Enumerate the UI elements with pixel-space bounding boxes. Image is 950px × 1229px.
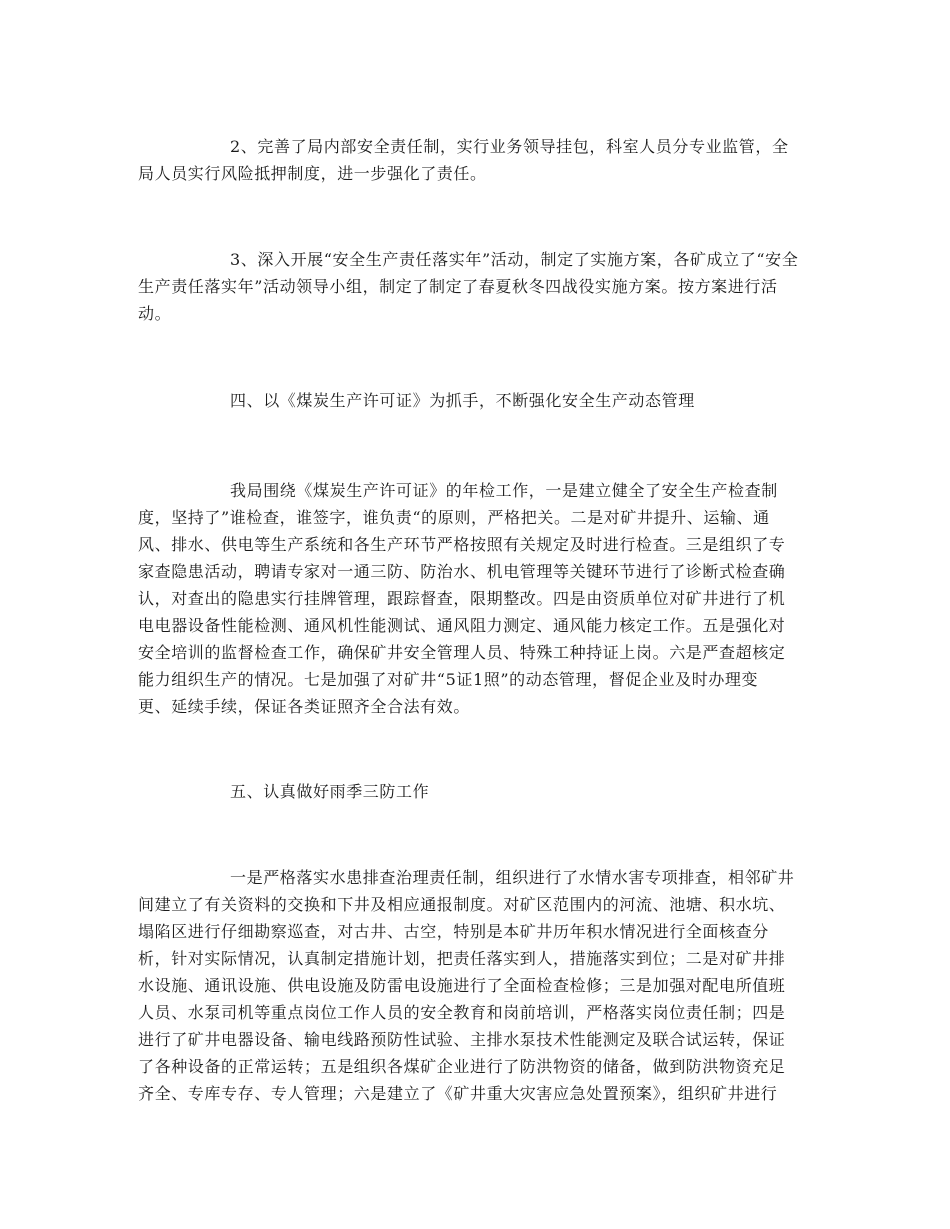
paragraph-line: 我局围绕《煤炭生产许可证》的年检工作，一是建立健全了安全生产检查制 <box>230 481 778 500</box>
paragraph-line: 度，坚持了”谁检查，谁签字，谁负责“的原则，严格把关。二是对矿井提升、运输、通 <box>138 508 770 527</box>
section-heading: 四、以《煤炭生产许可证》为抓手，不断强化安全生产动态管理 <box>230 391 695 410</box>
paragraph-line: 2、完善了局内部安全责任制，实行业务领导挂包，科室人员分专业监管，全 <box>230 137 789 156</box>
paragraph-line: 认，对查出的隐患实行挂牌管理，跟踪督查，限期整改。四是由资质单位对矿井进行了机 <box>138 589 786 608</box>
paragraph-line: 家查隐患活动，聘请专家对一通三防、防治水、机电管理等关键环节进行了诊断式检查确 <box>138 562 786 581</box>
paragraph-line: 动。 <box>138 304 172 323</box>
paragraph-line: 水设施、通讯设施、供电设施及防雷电设施进行了全面检查检修；三是加强对配电所值班 <box>138 976 786 995</box>
paragraph-line: 电电器设备性能检测、通风机性能测试、通风阻力测定、通风能力核定工作。五是强化对 <box>138 616 786 635</box>
paragraph-line: 齐全、专库专存、专人管理；六是建立了《矿井重大灾害应急处置预案》，组织矿井进行 <box>138 1084 778 1103</box>
paragraph-line: 了各种设备的正常运转；五是组织各煤矿企业进行了防洪物资的储备，做到防洪物资充足 <box>138 1057 786 1076</box>
paragraph-line: 间建立了有关资料的交换和下井及相应通报制度。对矿区范围内的河流、池塘、积水坑、 <box>138 895 786 914</box>
paragraph-line: 人员、水泵司机等重点岗位工作人员的安全教育和岗前培训，严格落实岗位责任制；四是 <box>138 1003 786 1022</box>
paragraph-line: 3、深入开展“安全生产责任落实年”活动，制定了实施方案，各矿成立了“安全 <box>230 250 799 269</box>
section-heading: 五、认真做好雨季三防工作 <box>230 782 430 801</box>
paragraph-line: 更、延续手续，保证各类证照齐全合法有效。 <box>138 697 471 716</box>
paragraph-line: 生产责任落实年”活动领导小组，制定了制定了春夏秋冬四战役实施方案。按方案进行活 <box>138 277 778 296</box>
paragraph-line: 安全培训的监督检查工作，确保矿井安全管理人员、特殊工种持证上岗。六是严查超核定 <box>138 643 786 662</box>
paragraph-line: 塌陷区进行仔细勘察巡查，对古井、古空，特别是本矿井历年积水情况进行全面核查分 <box>138 922 769 941</box>
paragraph-line: 能力组织生产的情况。七是加强了对矿井“5证1照”的动态管理，督促企业及时办理变 <box>138 670 759 689</box>
paragraph-line: 一是严格落实水患排查治理责任制，组织进行了水情水害专项排查，相邻矿井 <box>230 868 795 887</box>
paragraph-line: 风、排水、供电等生产系统和各生产环节严格按照有关规定及时进行检查。三是组织了专 <box>138 535 786 554</box>
paragraph-line: 析，针对实际情况，认真制定措施计划，把责任落实到人，措施落实到位；二是对矿井排 <box>138 949 786 968</box>
paragraph-line: 进行了矿井电器设备、输电线路预防性试验、主排水泵技术性能测定及联合试运转，保证 <box>138 1030 786 1049</box>
paragraph-line: 局人员实行风险抵押制度，进一步强化了责任。 <box>138 164 487 183</box>
